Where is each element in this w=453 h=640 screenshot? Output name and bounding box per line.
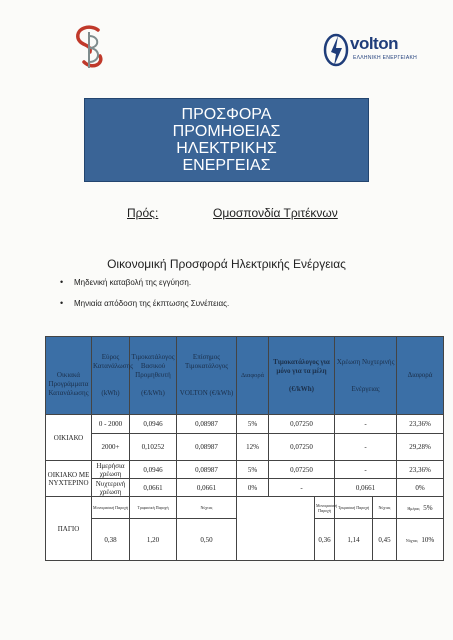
members-cell: 0,07250 <box>269 434 335 461</box>
recipient-value: Ομοσπονδία Τριτέκνων <box>213 206 338 220</box>
pagio-sublabel: Τριφασική Παροχή <box>130 497 177 519</box>
table-row <box>46 434 444 461</box>
brand-subtitle: ΕΛΛΗΝΙΚΗ ΕΝΕΡΓΕΙΑΚΗ <box>353 55 418 61</box>
members-cell: 0,07250 <box>269 461 335 479</box>
table-row <box>46 461 444 479</box>
pagio-sublabel: Τριφασική Παροχή <box>335 497 373 519</box>
pagio-blank <box>237 497 315 561</box>
basic-cell: 0,0946 <box>130 415 177 434</box>
brand-name: volton <box>350 34 398 53</box>
pagio-sublabel: Νύχτας <box>177 497 237 519</box>
members-cell: - <box>269 479 335 497</box>
pagio-sublabel: Μονοφασική Παροχή <box>92 497 130 519</box>
basic-cell: 0,0946 <box>130 461 177 479</box>
diff2-cell: 23,36% <box>397 415 444 434</box>
tariff-cell: ΟΙΚΙΑΚΟ ΜΕ ΝΥΧΤΕΡΙΝΟ <box>46 461 92 497</box>
sb-monogram-logo <box>70 22 108 72</box>
official-cell: 0,08987 <box>177 434 237 461</box>
diff2-cell: 23,36% <box>397 461 444 479</box>
header-diff2: Διαφορά <box>397 337 444 415</box>
header-tariff: Οικιακά Προγράμματα Κατανάλωσης <box>46 337 92 415</box>
header-diff: Διαφορά <box>237 337 269 415</box>
header-night: Χρέωση Νυχτερινής Ενέργειας <box>335 337 397 415</box>
table-row <box>46 479 444 497</box>
diff-cell: 0% <box>237 479 269 497</box>
offer-subtitle: Οικονομική Προσφορά Ηλεκτρικής Ενέργειας <box>107 257 346 271</box>
range-cell: Ημερήσια χρέωση <box>92 461 130 479</box>
recipient-label: Πρός: <box>127 206 159 220</box>
conditions-list <box>60 278 229 320</box>
diff2-cell: 29,28% <box>397 434 444 461</box>
pagio-sublabel: Μονοφασική Παροχή <box>315 497 335 519</box>
header-basic: Τιμοκατάλογος Βασικού Προμηθευτή (€/kWh) <box>130 337 177 415</box>
diff-cell: 12% <box>237 434 269 461</box>
pagio-label: ΠΑΓΙΟ <box>46 497 92 561</box>
table-row <box>46 415 444 434</box>
pagio-extra: Νύχτας 10% <box>397 519 444 561</box>
night-cell: - <box>335 415 397 434</box>
title-box <box>84 98 369 182</box>
list-item: • Μηνιαία απόδοση της έκπτωσης Συνέπειας. <box>60 299 229 308</box>
night-cell: 0,0661 <box>335 479 397 497</box>
night-cell: - <box>335 434 397 461</box>
diff-cell: 5% <box>237 461 269 479</box>
night-cell: - <box>335 461 397 479</box>
pagio-value: 1,14 <box>335 519 373 561</box>
range-cell: 0 - 2000 <box>92 415 130 434</box>
page-title: ΠΡΟΣΦΟΡΑ ΠΡΟΜΗΘΕΙΑΣ ΗΛΕΚΤΡΙΚΗΣ ΕΝΕΡΓΕΙΑΣ <box>172 106 281 174</box>
header-range: Εύρος Κατανάλωσης (kWh) <box>92 337 130 415</box>
diff2-cell: 0% <box>397 479 444 497</box>
pagio-sublabel: Νύχτας <box>373 497 397 519</box>
range-cell: 2000+ <box>92 434 130 461</box>
tariff-cell: ΟΙΚΙΑΚΟ <box>46 415 92 461</box>
pagio-value: 0,36 <box>315 519 335 561</box>
pagio-value: 0,38 <box>92 519 130 561</box>
range-cell: Νυχτερινή χρέωση <box>92 479 130 497</box>
list-item: • Μηδενική καταβολή της εγγύηση. <box>60 278 229 287</box>
pagio-value: 0,45 <box>373 519 397 561</box>
header-official: Επίσημος Τιμοκατάλογος VOLTON (€/kWh) <box>177 337 237 415</box>
basic-cell: 0,0661 <box>130 479 177 497</box>
pagio-value: 1,20 <box>130 519 177 561</box>
official-cell: 0,0661 <box>177 479 237 497</box>
header-members: Τιμοκατάλογος για μόνο για τα μέλη (€/kWh) <box>269 337 335 415</box>
pagio-value: 0,50 <box>177 519 237 561</box>
diff-cell: 5% <box>237 415 269 434</box>
pagio-extra: Ημέρας 5% <box>397 497 444 519</box>
basic-cell: 0,10252 <box>130 434 177 461</box>
official-cell: 0,08987 <box>177 415 237 434</box>
table-row <box>46 497 444 519</box>
members-cell: 0,07250 <box>269 415 335 434</box>
official-cell: 0,08987 <box>177 461 237 479</box>
pricing-table <box>45 336 444 561</box>
